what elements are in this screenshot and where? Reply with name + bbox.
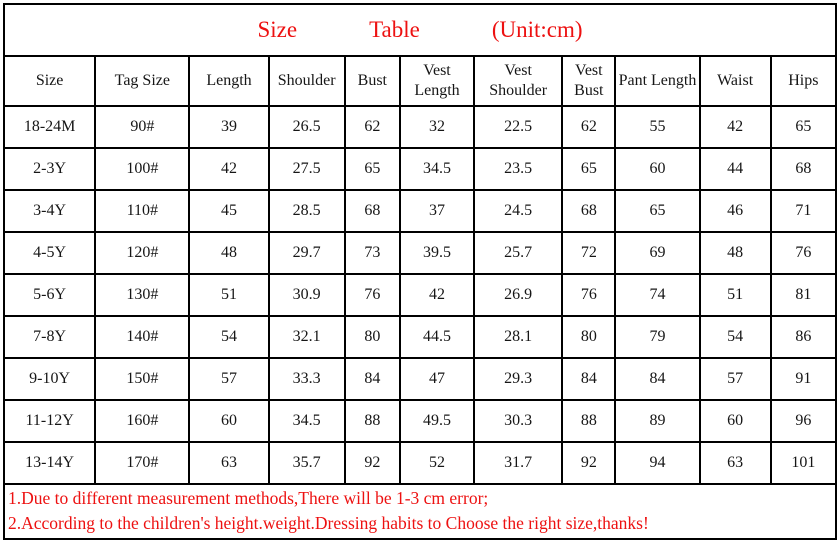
table-cell: 27.5	[269, 148, 345, 190]
table-cell: 33.3	[269, 358, 345, 400]
table-cell: 60	[189, 400, 268, 442]
title-row	[4, 4, 836, 56]
column-header-pant-length: Pant Length	[615, 56, 699, 106]
table-cell: 101	[771, 442, 836, 484]
table-cell: 72	[562, 232, 615, 274]
table-cell: 92	[345, 442, 400, 484]
table-cell: 9-10Y	[4, 358, 95, 400]
table-cell: 57	[189, 358, 268, 400]
table-cell: 30.3	[474, 400, 562, 442]
table-cell: 31.7	[474, 442, 562, 484]
table-row	[4, 358, 836, 400]
size-table	[3, 3, 837, 540]
table-cell: 51	[700, 274, 771, 316]
table-cell: 30.9	[269, 274, 345, 316]
table-cell: 42	[189, 148, 268, 190]
table-cell: 34.5	[269, 400, 345, 442]
table-cell: 4-5Y	[4, 232, 95, 274]
table-cell: 76	[345, 274, 400, 316]
column-header-size: Size	[4, 56, 95, 106]
table-cell: 23.5	[474, 148, 562, 190]
column-header-length: Length	[189, 56, 268, 106]
table-cell: 100#	[95, 148, 189, 190]
table-cell: 54	[189, 316, 268, 358]
table-cell: 68	[562, 190, 615, 232]
table-cell: 47	[400, 358, 474, 400]
note-measurement-error: 1.Due to different measurement methods,There will be 1-3 cm error;	[8, 488, 489, 508]
table-cell: 150#	[95, 358, 189, 400]
table-cell: 92	[562, 442, 615, 484]
column-header-vest-bust: Vest Bust	[562, 56, 615, 106]
table-cell: 48	[189, 232, 268, 274]
note-choose-size: 2.According to the children's height.weight.Dressing habits to Choose the right size,thanks!	[8, 513, 649, 533]
table-row	[4, 232, 836, 274]
table-row	[4, 316, 836, 358]
table-cell: 39	[189, 106, 268, 148]
table-cell: 44	[700, 148, 771, 190]
table-cell: 11-12Y	[4, 400, 95, 442]
table-cell: 44.5	[400, 316, 474, 358]
table-cell: 63	[189, 442, 268, 484]
table-cell: 160#	[95, 400, 189, 442]
table-cell: 49.5	[400, 400, 474, 442]
table-cell: 26.9	[474, 274, 562, 316]
table-cell: 79	[615, 316, 699, 358]
table-row	[4, 274, 836, 316]
table-body	[4, 106, 836, 484]
table-cell: 57	[700, 358, 771, 400]
column-header-vest-shoulder: Vest Shoulder	[474, 56, 562, 106]
notes-cell	[4, 484, 836, 539]
notes-row	[4, 484, 836, 539]
table-cell: 81	[771, 274, 836, 316]
table-cell: 55	[615, 106, 699, 148]
table-cell: 24.5	[474, 190, 562, 232]
table-cell: 28.5	[269, 190, 345, 232]
title-word-size: Size	[257, 16, 298, 42]
table-cell: 84	[345, 358, 400, 400]
table-cell: 68	[345, 190, 400, 232]
table-cell: 65	[615, 190, 699, 232]
table-cell: 3-4Y	[4, 190, 95, 232]
table-cell: 65	[771, 106, 836, 148]
table-cell: 91	[771, 358, 836, 400]
table-cell: 60	[615, 148, 699, 190]
table-cell: 62	[562, 106, 615, 148]
table-cell: 76	[562, 274, 615, 316]
table-cell: 110#	[95, 190, 189, 232]
table-cell: 76	[771, 232, 836, 274]
table-cell: 45	[189, 190, 268, 232]
table-cell: 88	[562, 400, 615, 442]
table-cell: 120#	[95, 232, 189, 274]
table-cell: 29.7	[269, 232, 345, 274]
table-title	[7, 16, 833, 45]
table-cell: 140#	[95, 316, 189, 358]
table-cell: 54	[700, 316, 771, 358]
table-cell: 74	[615, 274, 699, 316]
table-row	[4, 148, 836, 190]
table-cell: 51	[189, 274, 268, 316]
table-cell: 86	[771, 316, 836, 358]
table-cell: 60	[700, 400, 771, 442]
table-cell: 130#	[95, 274, 189, 316]
table-cell: 7-8Y	[4, 316, 95, 358]
table-cell: 28.1	[474, 316, 562, 358]
table-cell: 80	[345, 316, 400, 358]
table-row	[4, 400, 836, 442]
table-cell: 84	[615, 358, 699, 400]
table-row	[4, 190, 836, 232]
table-cell: 37	[400, 190, 474, 232]
table-row	[4, 442, 836, 484]
table-cell: 88	[345, 400, 400, 442]
table-cell: 39.5	[400, 232, 474, 274]
table-cell: 22.5	[474, 106, 562, 148]
table-cell: 5-6Y	[4, 274, 95, 316]
title-unit: (Unit:cm)	[491, 16, 583, 42]
table-cell: 32.1	[269, 316, 345, 358]
table-cell: 18-24M	[4, 106, 95, 148]
table-cell: 68	[771, 148, 836, 190]
table-cell: 89	[615, 400, 699, 442]
column-header-shoulder: Shoulder	[269, 56, 345, 106]
table-cell: 69	[615, 232, 699, 274]
table-cell: 34.5	[400, 148, 474, 190]
column-header-bust: Bust	[345, 56, 400, 106]
table-cell: 62	[345, 106, 400, 148]
table-cell: 25.7	[474, 232, 562, 274]
column-header-hips: Hips	[771, 56, 836, 106]
table-cell: 26.5	[269, 106, 345, 148]
column-header-waist: Waist	[700, 56, 771, 106]
table-cell: 42	[400, 274, 474, 316]
table-cell: 96	[771, 400, 836, 442]
column-header-vest-length: Vest Length	[400, 56, 474, 106]
table-cell: 90#	[95, 106, 189, 148]
table-cell: 73	[345, 232, 400, 274]
table-row	[4, 106, 836, 148]
table-cell: 48	[700, 232, 771, 274]
table-cell: 29.3	[474, 358, 562, 400]
table-cell: 94	[615, 442, 699, 484]
table-cell: 32	[400, 106, 474, 148]
table-cell: 170#	[95, 442, 189, 484]
table-cell: 2-3Y	[4, 148, 95, 190]
table-cell: 35.7	[269, 442, 345, 484]
table-cell: 52	[400, 442, 474, 484]
table-cell: 46	[700, 190, 771, 232]
title-word-table: Table	[369, 16, 420, 42]
table-cell: 84	[562, 358, 615, 400]
table-cell: 63	[700, 442, 771, 484]
table-title-cell	[4, 4, 836, 56]
header-row	[4, 56, 836, 106]
table-cell: 13-14Y	[4, 442, 95, 484]
table-cell: 65	[562, 148, 615, 190]
column-header-tag-size: Tag Size	[95, 56, 189, 106]
table-cell: 71	[771, 190, 836, 232]
table-cell: 65	[345, 148, 400, 190]
table-cell: 80	[562, 316, 615, 358]
table-cell: 42	[700, 106, 771, 148]
